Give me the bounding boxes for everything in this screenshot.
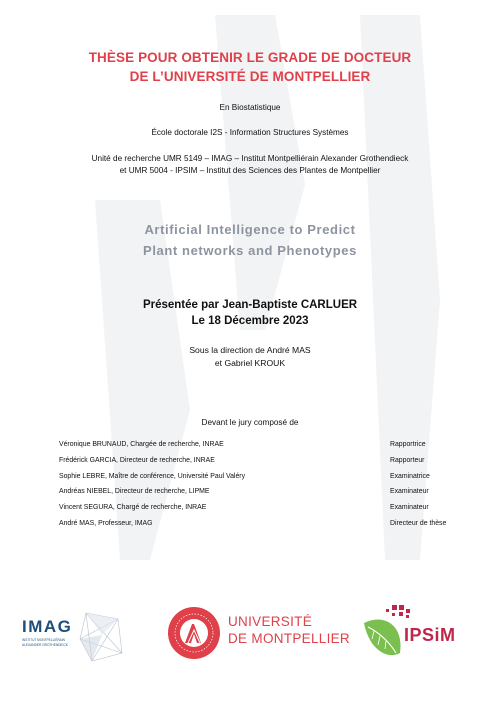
- um-line1: UNIVERSITÉ: [228, 614, 313, 629]
- jury-row: [59, 503, 459, 519]
- jury-heading: Devant le jury composé de: [201, 418, 299, 427]
- jury-list: [59, 440, 459, 535]
- jury-row: [59, 472, 459, 488]
- imag-logo: [22, 605, 132, 665]
- research-unit-line2: et UMR 5004 - IPSIM – Institut des Sciences des Plantes de Montpellier: [119, 166, 381, 175]
- ipsim-name: IPSiM: [404, 625, 456, 645]
- jury-row: [59, 440, 459, 456]
- specialty-text: En Biostatistique: [219, 103, 281, 112]
- jury-member-name: Véronique BRUNAUD, Chargée de recherche, INRAE: [59, 441, 224, 448]
- um-logo: [166, 605, 350, 661]
- imag-tagline2: ALEXANDER GROTHENDIECK: [22, 643, 68, 647]
- um-line2: DE MONTPELLIER: [228, 631, 350, 646]
- um-seal-icon: [166, 605, 222, 661]
- jury-member-name: Vincent SEGURA, Chargé de recherche, INRAE: [59, 504, 207, 512]
- jury-member-role: Examinatrice: [390, 472, 430, 480]
- doctoral-school-text: École doctorale I2S - Information Structures Systèmes: [151, 128, 349, 137]
- direction-line1: Sous la direction de André MAS: [189, 345, 311, 355]
- jury-member-name: Andréas NIEBEL, Directeur de recherche, LIPME: [59, 488, 210, 496]
- thesis-heading-line2: DE L’UNIVERSITÉ DE MONTPELLIER: [129, 69, 371, 84]
- jury-member-name: Sophie LEBRE, Maître de conférence, Université Paul Valéry: [59, 472, 246, 480]
- imag-tagline1: INSTITUT MONTPELLIÉRAIN: [22, 638, 65, 642]
- jury-member-name: Frédérick GARCIA, Directeur de recherche, INRAE: [59, 456, 215, 464]
- jury-member-name: André MAS, Professeur, IMAG: [59, 519, 153, 527]
- research-unit-line1: Unité de recherche UMR 5149 – IMAG – Institut Montpelliérain Alexander Grothendieck: [91, 154, 409, 163]
- jury-member-role: Rapporteur: [390, 456, 425, 464]
- thesis-title-line2: Plant networks and Phenotypes: [143, 243, 357, 258]
- presenter-text: Présentée par Jean-Baptiste CARLUER: [142, 299, 358, 311]
- jury-member-role: Rapportrice: [390, 441, 426, 448]
- ipsim-logo: [360, 603, 485, 667]
- jury-row: [59, 456, 459, 472]
- jury-member-role: Directeur de thèse: [390, 519, 447, 527]
- defense-date: Le 18 Décembre 2023: [191, 315, 309, 327]
- direction-line2: et Gabriel KROUK: [214, 358, 286, 368]
- imag-name: IMAG: [22, 617, 73, 636]
- thesis-heading-line1: THÈSE POUR OBTENIR LE GRADE DE DOCTEUR: [88, 50, 412, 65]
- jury-member-role: Examinateur: [390, 488, 429, 496]
- jury-row: [59, 519, 459, 535]
- jury-row: [59, 487, 459, 503]
- jury-member-role: Examinateur: [390, 504, 429, 512]
- thesis-title-line1: Artificial Intelligence to Predict: [144, 222, 356, 237]
